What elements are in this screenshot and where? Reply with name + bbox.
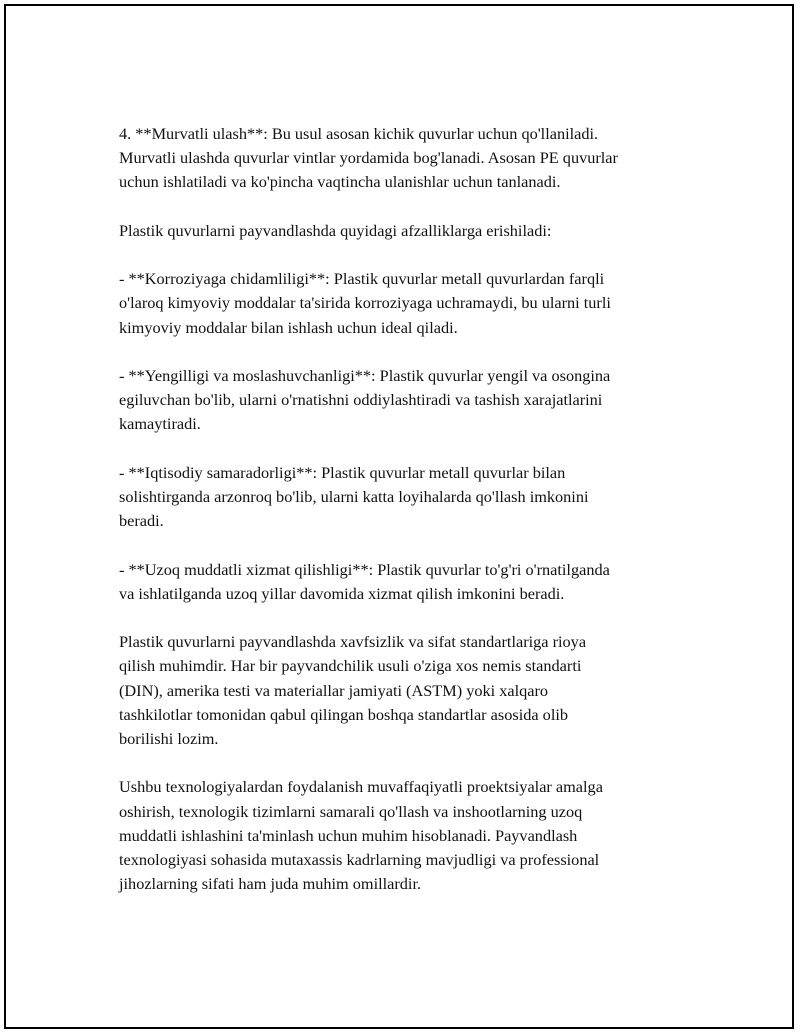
text-line: - **Uzoq muddatli xizmat qilishligi**: Plastik quvurlar to'g'ri o'rnatilganda bbox=[119, 559, 610, 579]
text-line: - **Korroziyaga chidamliligi**: Plastik quvurlar metall quvurlardan farqli bbox=[119, 269, 605, 289]
text-line: jihozlarning sifati ham juda muhim omillardir. bbox=[119, 874, 422, 894]
list-item-yengilligi bbox=[119, 364, 699, 437]
text-line: (DIN), amerika testi va materiallar jamiyati (ASTM) yoki xalqaro bbox=[119, 680, 549, 700]
text-line: texnologiyasi sohasida mutaxassis kadrlarning mavjudligi va professional bbox=[119, 849, 600, 869]
text-line: - **Yengilligi va moslashuvchanligi**: Plastik quvurlar yengil va osongina bbox=[119, 365, 611, 385]
text-line: qilish muhimdir. Har bir payvandchilik usuli o'ziga xos nemis standarti bbox=[119, 656, 582, 676]
text-line: o'laroq kimyoviy moddalar ta'sirida korroziyaga uchramaydi, bu ularni turli bbox=[119, 293, 611, 313]
text-line: muddatli ishlashini ta'minlash uchun muhim hisoblanadi. Payvandlash bbox=[119, 825, 578, 845]
text-line: tashkilotlar tomonidan qabul qilingan boshqa standartlar asosida olib bbox=[119, 704, 569, 724]
text-line: Plastik quvurlarni payvandlashda quyidagi afzalliklarga erishiladi: bbox=[119, 220, 552, 240]
list-item-uzoq-muddatli bbox=[119, 558, 699, 606]
text-line: egiluvchan bo'lib, ularni o'rnatishni oddiylashtiradi va tashish xarajatlarini bbox=[119, 390, 603, 410]
paragraph-xulosa bbox=[119, 775, 699, 896]
text-line: 4. **Murvatli ulash**: Bu usul asosan kichik quvurlar uchun qo'llaniladi. bbox=[119, 124, 599, 143]
text-line: kimyoviy moddalar bilan ishlash uchun ideal qiladi. bbox=[119, 317, 458, 337]
text-line: Murvatli ulashda quvurlar vintlar yordamida bog'lanadi. Asosan PE quvurlar bbox=[119, 148, 618, 168]
text-line: borilishi lozim. bbox=[119, 728, 219, 748]
text-line: kamaytiradi. bbox=[119, 414, 201, 434]
text-line: - **Iqtisodiy samaradorligi**: Plastik quvurlar metall quvurlar bilan bbox=[119, 462, 566, 482]
text-line: oshirish, texnologik tizimlarni samarali qo'llash va inshootlarning uzoq bbox=[119, 801, 583, 821]
paragraph-murvatli-ulash bbox=[119, 122, 699, 195]
document-body bbox=[119, 122, 699, 921]
text-line: uchun ishlatiladi va ko'pincha vaqtincha ulanishlar uchun tanlanadi. bbox=[119, 172, 561, 192]
text-line: solishtirganda arzonroq bo'lib, ularni katta loyihalarda qo'llash imkonini bbox=[119, 486, 589, 506]
paragraph-standartlar bbox=[119, 630, 699, 751]
text-line: Ushbu texnologiyalardan foydalanish muvaffaqiyatli proektsiyalar amalga bbox=[119, 777, 603, 797]
list-item-korroziyaga bbox=[119, 267, 699, 340]
paragraph-afzalliklar-intro bbox=[119, 219, 699, 243]
page-frame bbox=[4, 4, 794, 1029]
text-line: va ishlatilganda uzoq yillar davomida xizmat qilish imkonini beradi. bbox=[119, 583, 565, 603]
text-line: Plastik quvurlarni payvandlashda xavfsizlik va sifat standartlariga rioya bbox=[119, 632, 587, 652]
text-line: beradi. bbox=[119, 511, 164, 531]
list-item-iqtisodiy bbox=[119, 461, 699, 534]
